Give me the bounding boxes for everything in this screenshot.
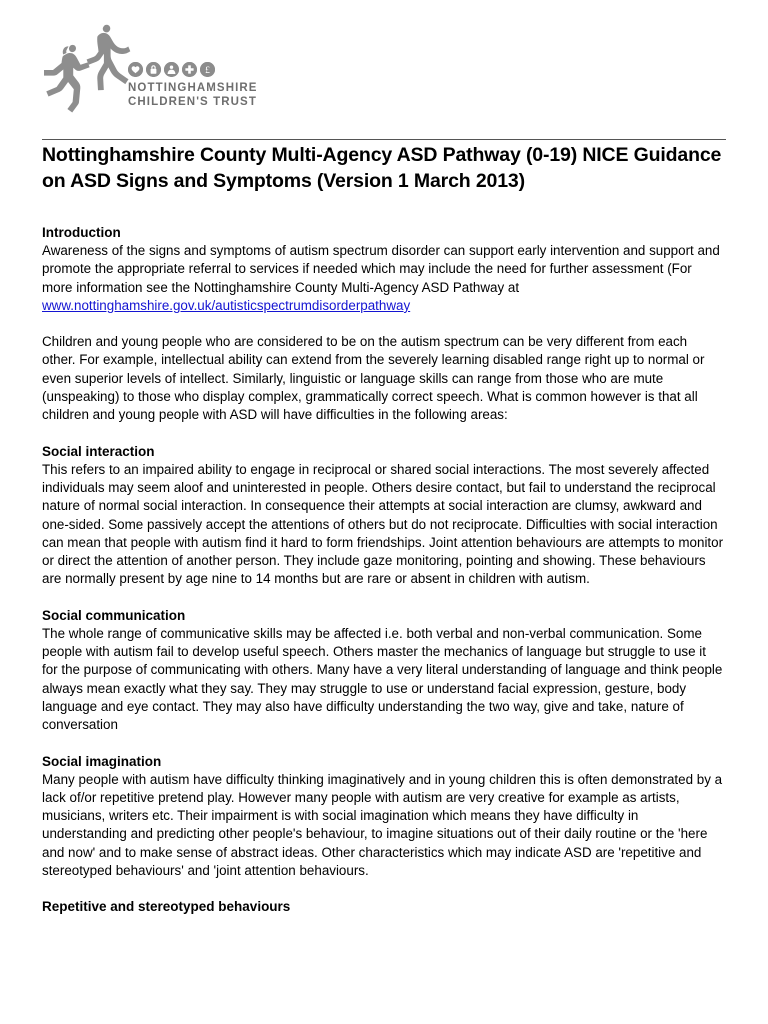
document-body — [42, 142, 724, 916]
paragraph-spectrum-variation: Children and young people who are considered to be on the autism spectrum can be very different from each other. For example, intellectual ability can extend from the severely learning disabled range right up to normal or even superior levels of intellect. Similarly, linguistic or language skills can range from those who are mute (unspeaking) to those who display complex, grammatically correct speech. What is common however is that all children and young people with ASD will have difficulties in the following areas: — [42, 334, 705, 423]
heading-social-interaction: Social interaction — [42, 443, 155, 459]
organisation-name — [128, 82, 288, 109]
organisation-logo — [42, 22, 292, 122]
paragraph-social-interaction: This refers to an impaired ability to engage in reciprocal or shared social interactions. The most severely affected individuals may seem aloof and uninterested in people. Others desire contact, but fail to understand the reciprocal nature of normal social interaction. In consequence their attempts at social interaction are clumsy, awkward and one-sided. Some passively accept the attentions of others but do not reciprocate. Difficulties with social interaction can mean that people with autism find it hard to form friendships. Joint attention behaviours are attempts to monitor or direct the attention of another person. They include gaze monitoring, pointing and showing. These behaviours are normally present by age nine to 14 months but are rare or absent in children with autism. — [42, 461, 724, 587]
heading-introduction: Introduction — [42, 225, 121, 240]
heading-social-imagination: Social imagination — [42, 753, 162, 769]
social-imagination-text-part1: Many people with autism have difficulty thinking imaginatively and in young children this is often demonstrated by a lack of/or repetitive pretend play. However many people with autism are very creative for example as artists, musicians, writers etc. Their impairment is with social imagination — [42, 771, 723, 824]
heading-social-communication: Social communication — [42, 607, 186, 623]
org-name-line2: CHILDREN'S TRUST — [128, 95, 257, 108]
person-badge-icon — [164, 62, 179, 77]
heading-repetitive-behaviours: Repetitive and stereotyped behaviours — [42, 899, 291, 915]
paragraph-introduction — [42, 242, 724, 315]
paragraph-social-communication: The whole range of communicative skills may be affected i.e. both verbal and non-verbal communication. Some people with autism fail to develop useful speech. Others master the mechanics of language but struggle to use it for the purpose of communicating with others. Many have a very literal understanding of language and think people always mean exactly what they say. They may struggle to use or understand facial expression, gesture, body language and eye contact. They may also have difficulty understanding the two way, give and take, nature of conversation — [42, 625, 723, 733]
header-divider — [42, 139, 726, 140]
heart-badge-icon — [128, 62, 143, 77]
cross-badge-icon — [182, 62, 197, 77]
paragraph-social-imagination — [42, 771, 724, 881]
logo-badge-row — [128, 62, 215, 77]
page-title: Nottinghamshire County Multi-Agency ASD Pathway (0-19) NICE Guidance on ASD Signs and Symptoms (Version 1 March 2013) — [42, 144, 722, 192]
asd-pathway-link[interactable]: www.nottinghamshire.gov.uk/autisticspectrumdisorderpathway — [42, 297, 411, 313]
social-imagination-text-part2: which means they have difficulty in understanding and predicting other people's behaviour, to imagine situations out of their daily routine or the 'here and now' and to make sense of abstract ideas. Other characteristics which may indicate ASD are 'repetitive and stereotyped behaviours' and 'joint attention behaviours. — [42, 808, 708, 879]
org-name-line1: NOTTINGHAMSHIRE — [128, 82, 258, 94]
jumping-children-silhouette-icon — [42, 22, 138, 114]
lock-badge-icon — [146, 62, 161, 77]
pound-badge-icon — [200, 62, 215, 77]
intro-text-before-link: Awareness of the signs and symptoms of autism spectrum disorder can support early intervention and support and promote the appropriate referral to services if needed which may include the need for further assessment (For more information see the Nottinghamshire County Multi-Agency ASD Pathway at — [42, 243, 720, 295]
svg-text:£: £ — [205, 66, 210, 77]
